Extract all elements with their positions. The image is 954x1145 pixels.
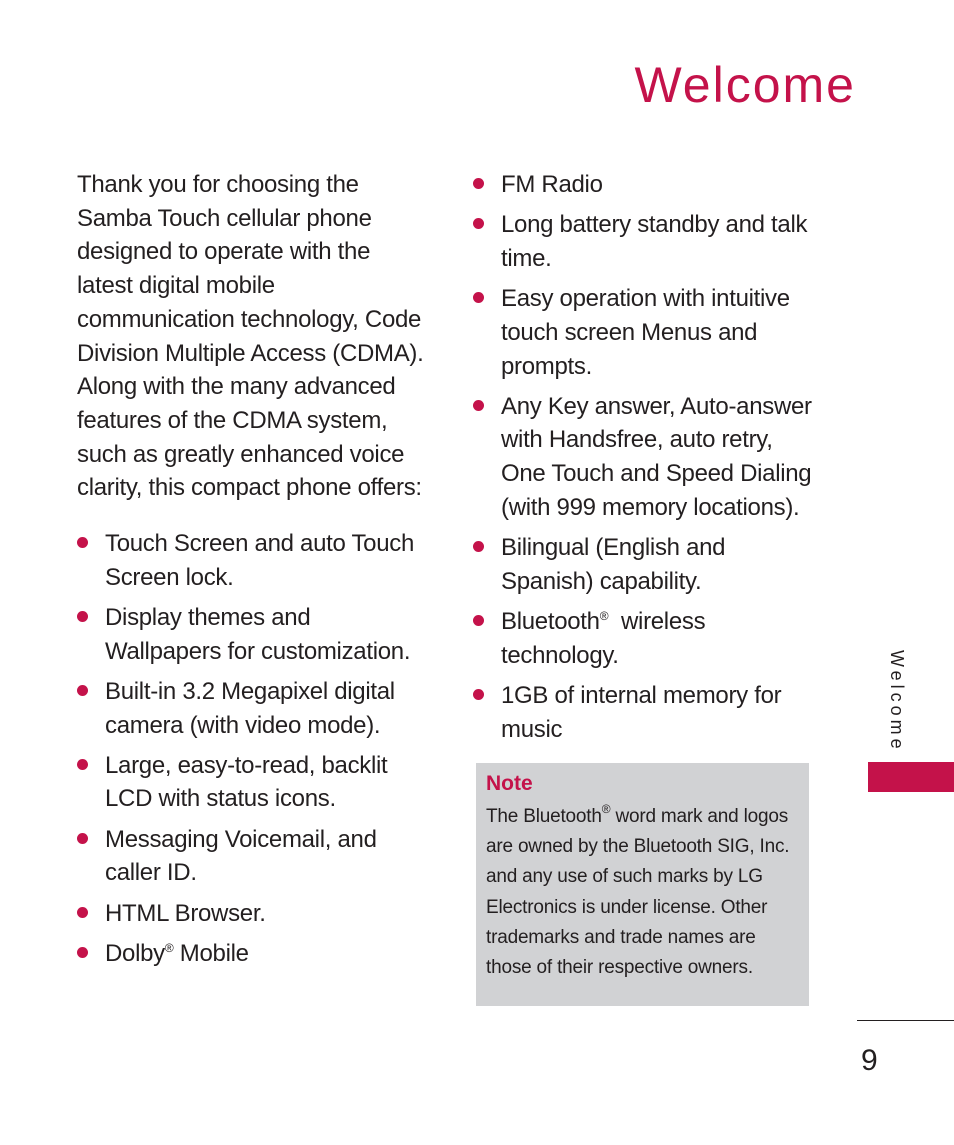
bullet-icon (473, 218, 484, 229)
bullet-icon (77, 537, 88, 548)
feature-list-left (77, 527, 427, 970)
feature-text: 1GB of internal memory for music (501, 681, 782, 743)
list-item (473, 679, 823, 746)
feature-text: Display themes and Wallpapers for customization. (105, 603, 411, 665)
bullet-icon (473, 689, 484, 700)
list-item (473, 168, 823, 202)
intro-paragraph: Thank you for choosing the Samba Touch cellular phone designed to operate with the latest digital mobile communication technology, Code Division Multiple Access (CDMA). Along with the many advanced features of the CDMA system, such as greatly enhanced voice clarity, this compact phone offers: (77, 171, 424, 502)
feature-text: Large, easy-to-read, backlit LCD with status icons. (105, 751, 388, 813)
side-tab-bar (868, 762, 954, 792)
note-text-post: word mark and logos are owned by the Bluetooth SIG, Inc. and any use of such marks by LG Electronics is under license. Other trademarks and trade names are those of their respective owners. (486, 806, 790, 979)
list-item (473, 605, 823, 672)
registered-mark: ® (164, 940, 174, 955)
list-item (77, 937, 427, 971)
list-item (77, 823, 427, 890)
bullet-icon (77, 611, 88, 622)
list-item (77, 897, 427, 931)
side-tab-label: Welcome (887, 650, 907, 753)
list-item (473, 390, 823, 525)
list-item (77, 749, 427, 816)
feature-text: Built-in 3.2 Megapixel digital camera (with video mode). (105, 677, 395, 739)
feature-text: Bilingual (English and Spanish) capability. (501, 534, 726, 595)
list-item (473, 531, 823, 598)
feature-text: Long battery standby and talk time. (501, 211, 808, 272)
bullet-icon (473, 541, 484, 552)
bullet-icon (77, 759, 88, 770)
page-number: 9 (861, 1044, 878, 1077)
list-item (77, 675, 427, 742)
feature-text: Messaging Voicemail, and caller ID. (105, 825, 377, 887)
right-column (473, 168, 823, 753)
list-item (473, 208, 823, 275)
feature-list-right (473, 168, 823, 746)
note-text (486, 802, 801, 983)
list-item (77, 601, 427, 668)
page-title: Welcome (634, 57, 856, 113)
registered-mark: ® (601, 802, 611, 816)
feature-text: FM Radio (501, 171, 603, 198)
note-box (476, 763, 809, 1006)
list-item (473, 282, 823, 383)
bullet-icon (473, 400, 484, 411)
list-item (77, 527, 427, 594)
feature-text-pre: Dolby (105, 939, 165, 967)
bullet-icon (77, 833, 88, 844)
feature-text: Touch Screen and auto Touch Screen lock. (105, 530, 415, 591)
bullet-icon (77, 907, 88, 918)
feature-text: Any Key answer, Auto-answer with Handsfree, auto retry, One Touch and Speed Dialing (with 999 memory locations). (501, 392, 812, 521)
feature-text: HTML Browser. (105, 899, 266, 927)
registered-mark: ® (599, 608, 609, 623)
feature-text: Easy operation with intuitive touch screen Menus and prompts. (501, 285, 790, 380)
bullet-icon (473, 615, 484, 626)
bullet-icon (473, 178, 484, 189)
note-text-pre: The Bluetooth (486, 806, 602, 827)
bullet-icon (77, 947, 88, 958)
bullet-icon (473, 292, 484, 303)
bullet-icon (77, 685, 88, 696)
left-column (77, 168, 427, 977)
footer-divider (857, 1020, 954, 1021)
feature-text-post: Mobile (173, 939, 249, 967)
note-title: Note (486, 772, 533, 795)
feature-text-post: wireless technology. (501, 607, 712, 669)
feature-text-pre: Bluetooth (501, 607, 600, 635)
